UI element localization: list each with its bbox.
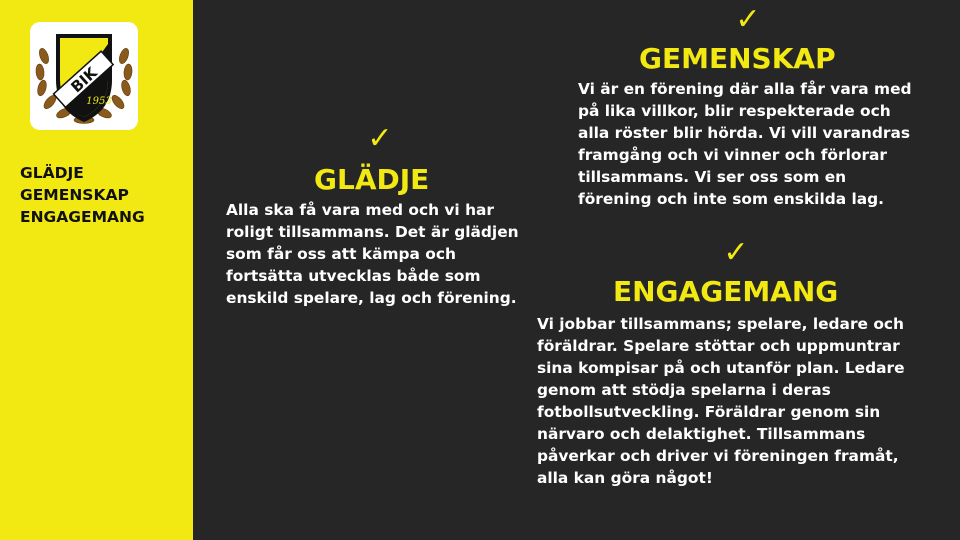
sidebar <box>0 0 193 540</box>
sidebar-item-gemenskap: GEMENSKAP <box>20 186 129 204</box>
club-logo <box>30 22 138 130</box>
gemenskap-heading: GEMENSKAP <box>639 42 836 75</box>
gladje-text: Alla ska få vara med och vi har roligt tillsammans. Det är glädjen som får oss att kämpa och fortsätta utvecklas både som enskild spelare, lag och förening. <box>226 201 519 307</box>
sidebar-item-gladje: GLÄDJE <box>20 164 84 182</box>
gemenskap-text: Vi är en förening där alla får vara med på lika villkor, blir respekterade och alla röster blir hörda. Vi vill varandras framgång och vi vinner och förlorar tillsammans. Vi ser oss som en förening och inte som enskilda lag. <box>578 80 912 208</box>
club-crest-icon <box>30 22 138 130</box>
engagemang-check-icon: ✓ <box>723 235 749 270</box>
engagemang-text: Vi jobbar tillsammans; spelare, ledare och föräldrar. Spelare stöttar och uppmuntrar sina kompisar på och utanför plan. Ledare genom att stödja spelarna i deras fotbollsutveckling. Föräldrar genom sin närvaro och delaktighet. Tillsammans påverkar och driver vi föreningen framåt, alla kan göra något! <box>537 315 905 487</box>
svg-text:1953: 1953 <box>86 96 112 107</box>
sidebar-values-list <box>20 162 145 228</box>
gladje-heading: GLÄDJE <box>314 163 430 196</box>
gladje-check-icon: ✓ <box>367 121 393 156</box>
engagemang-heading: ENGAGEMANG <box>613 275 839 308</box>
svg-text:BIK: BIK <box>67 63 101 97</box>
gemenskap-check-icon: ✓ <box>735 2 761 37</box>
sidebar-item-engagemang: ENGAGEMANG <box>20 208 145 226</box>
